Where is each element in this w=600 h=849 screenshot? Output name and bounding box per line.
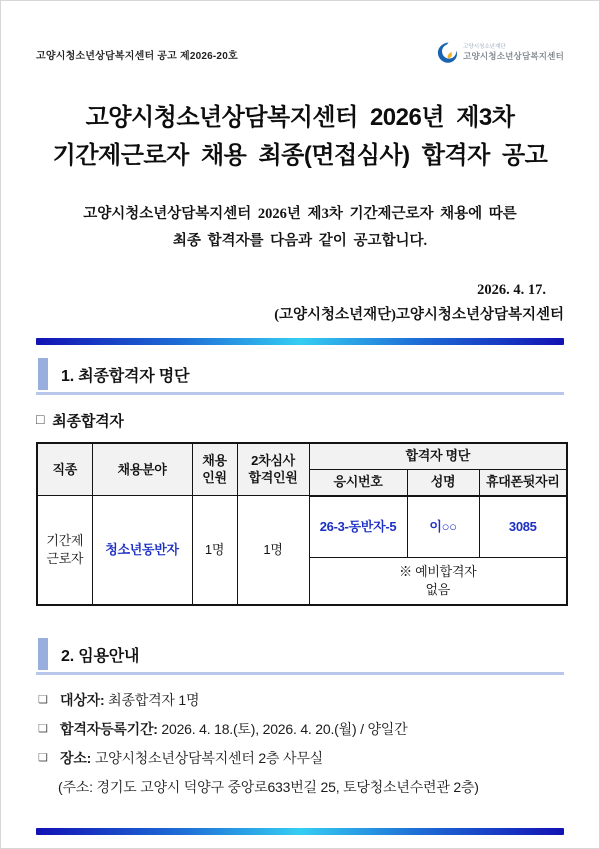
cell-phone-last: 3085 [479,496,567,558]
passers-table [36,442,568,606]
square-bullet-icon: ❏ [38,722,48,735]
subheading-label: 최종합격자 [52,412,124,430]
logo-swirl-icon [435,41,459,65]
list-item-address [36,773,564,802]
section1-title: 1. 최종합격자 명단 [61,367,190,385]
second-line1: 2차심사 [251,452,295,468]
doc-number: 고양시청소년상담복지센터 공고 제2026-20호 [36,51,238,62]
section2-heading [36,638,564,675]
signature-org: (고양시청소년재단)고양시청소년상담복지센터 [274,307,564,324]
col-header-second-pass [237,443,309,496]
item-label: 대상자: [60,691,105,708]
announcement-date: 2026. 4. 17. [477,282,546,299]
logo-text [463,44,564,62]
col-header-applicant-no: 응시번호 [309,469,407,496]
item-label: 합격자등록기간: [60,720,158,737]
cell-quota: 1명 [192,496,237,605]
square-bullet-icon: ❏ [38,693,48,706]
title-line1: 고양시청소년상담복지센터 2026년 제3차 [85,104,515,131]
item-text: 최종합격자 1명 [104,691,200,708]
intro-line2: 최종 합격자를 다음과 같이 공고합니다. [172,232,428,249]
col-header-roster-group: 합격자 명단 [309,443,567,470]
quota-line2: 인원 [202,470,227,486]
item-text: 고양시청소년상담복지센터 2층 사무실 [91,749,323,766]
employment-info-list [36,686,564,802]
item-text: (주소: 경기도 고양시 덕양구 중앙로633번길 25, 토당청소년수련관 2층) [58,778,479,795]
note-line2: 없음 [425,581,451,597]
cell-name: 이○○ [407,496,479,558]
item-label: 장소: [60,749,92,766]
signature-block [36,278,564,327]
second-line2: 합격인원 [248,470,298,486]
org-logo [435,41,564,65]
cell-field: 청소년동반자 [92,496,192,605]
final-passers-subheading [36,410,564,431]
list-item-registration-period [36,715,564,744]
item-text: 2026. 4. 18.(토), 2026. 4. 20.(월) / 양일간 [157,720,408,737]
section1-heading [36,358,564,395]
table-header-row-1 [37,443,567,470]
quota-line1: 채용 [202,452,227,468]
page-title [36,99,564,175]
col-header-quota [192,443,237,496]
list-item-target [36,686,564,715]
cell-job-type [37,496,92,605]
col-header-phone-last: 휴대폰뒷자리 [479,469,567,496]
table-data-row [37,496,567,558]
col-header-job-type: 직종 [37,443,92,496]
section2-accent-bar [38,638,48,670]
section1-accent-bar [38,358,48,390]
cell-reserve-note [309,557,567,605]
list-item-place [36,744,564,773]
title-line2: 기간제근로자 채용 최종(면접심사) 합격자 공고 [52,141,548,169]
intro-line1: 고양시청소년상담복지센터 2026년 제3차 기간제근로자 채용에 따른 [83,205,517,222]
col-header-name: 성명 [407,469,479,496]
cell-second-pass: 1명 [237,496,309,605]
bottom-gradient-divider [36,828,564,835]
job-line2: 근로자 [46,550,84,566]
note-line1: ※ 예비합격자 [399,564,477,580]
job-line1: 기간제 [46,533,84,549]
intro-paragraph [36,201,564,255]
col-header-field: 채용분야 [92,443,192,496]
square-bullet-icon: ❏ [38,751,48,764]
document-header [36,41,564,65]
logo-org-name: 고양시청소년상담복지센터 [463,51,564,62]
section2-title: 2. 임용안내 [61,647,140,665]
logo-org-small: 고양시청소년재단 [463,44,506,51]
square-bullet-icon: □ [36,411,45,428]
cell-applicant-no: 26-3-동반자-5 [309,496,407,558]
top-gradient-divider [36,338,564,345]
